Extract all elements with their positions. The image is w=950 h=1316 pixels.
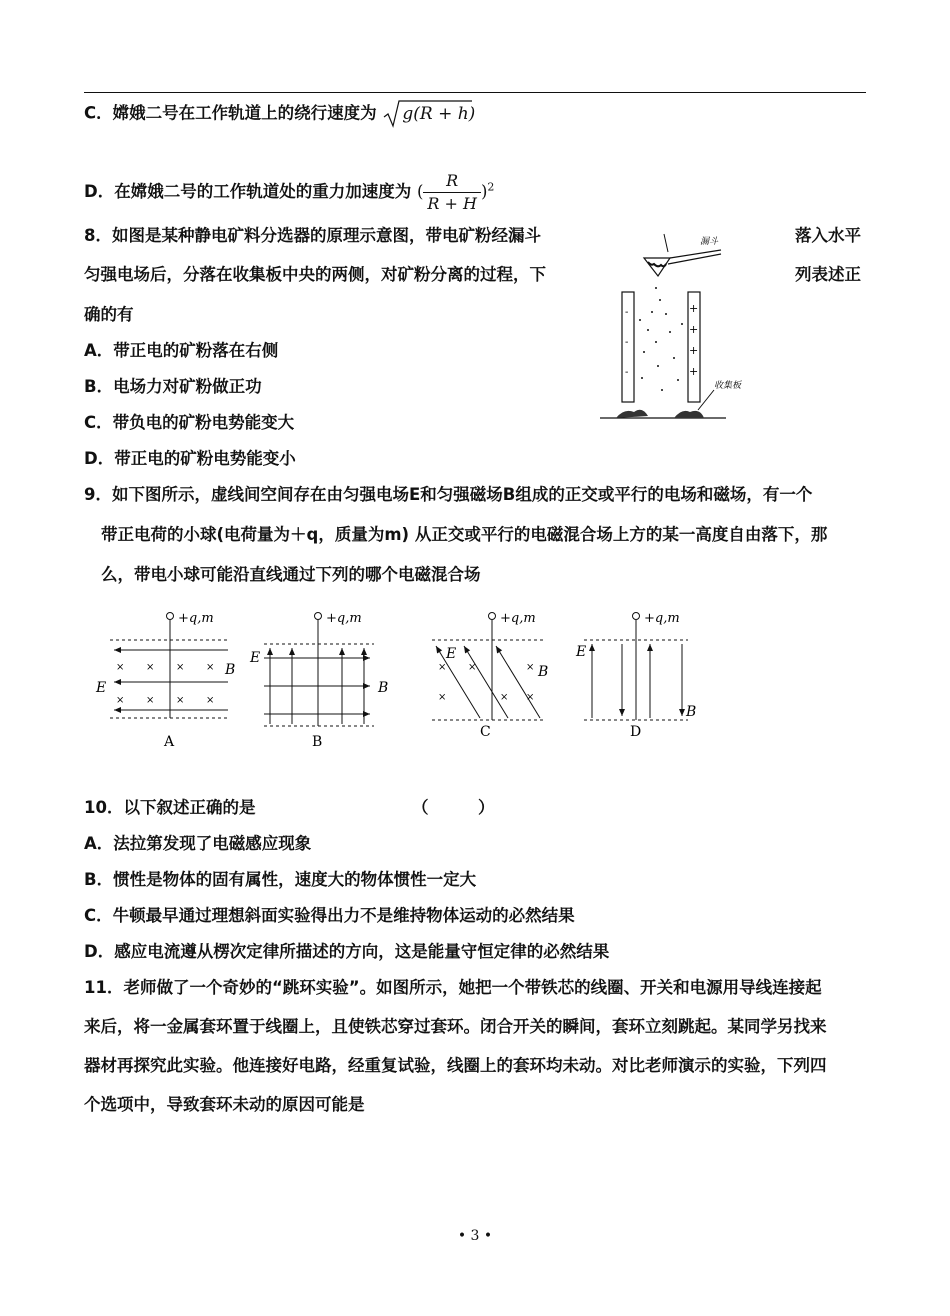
q10-bracket: （ ） (412, 798, 495, 817)
q11-line2: 来后，将一金属套环置于线圈上，且使铁芯穿过套环。闭合开关的瞬间，套环立刻跳起。某同学另找来 (84, 1017, 827, 1036)
svg-text:C: C (480, 724, 491, 740)
panel-b (249, 611, 388, 750)
svg-text:B: B (538, 664, 549, 680)
q8-line2: 匀强电场后，分落在收集板中央的两侧，对矿粉分离的过程，下 (84, 265, 546, 284)
q8-option-c: C．带负电的矿粉电势能变大 (84, 413, 295, 432)
q7-option-c: C．嫦娥二号在工作轨道上的绕行速度为 g(R + h) (84, 99, 472, 129)
q8-option-a: A．带正电的矿粉落在右侧 (84, 341, 279, 360)
fraction: $\frac{R}{R + H}$ (423, 170, 481, 215)
q11-line3: 器材再探究此实验。他连接好电路，经重复试验，线圈上的套环均未动。对比老师演示的实验，下列四 (84, 1056, 827, 1075)
svg-text:×: × (176, 695, 185, 706)
q8-line1: 8．如图是某种静电矿料分选器的原理示意图，带电矿粉经漏斗 (84, 226, 541, 245)
svg-text:E: E (576, 644, 587, 660)
svg-text:+: + (689, 344, 699, 357)
page-number: • 3 • (457, 1228, 493, 1244)
q9-line2: 带正电荷的小球(电荷量为＋q，质量为m) 从正交或平行的电磁混合场上方的某一高度自由落下，那 (101, 525, 828, 544)
svg-text:+q,m: +q,m (644, 611, 680, 626)
plate-label: 收集板 (714, 381, 742, 391)
panel-d (575, 611, 696, 740)
svg-text:-: - (625, 307, 629, 318)
top-rule (84, 92, 866, 93)
svg-text:+q,m: +q,m (178, 611, 214, 626)
svg-text:E: E (96, 680, 107, 696)
svg-text:+q,m: +q,m (326, 611, 362, 626)
q11-line4: 个选项中，导致套环未动的原因可能是 (84, 1095, 365, 1114)
q10-option-d: D．感应电流遵从楞次定律所描述的方向，这是能量守恒定律的必然结果 (84, 942, 610, 961)
q9-line1: 9．如下图所示，虚线间空间存在由匀强电场E和匀强磁场B组成的正交或平行的电场和磁场，有一个 (84, 485, 813, 504)
svg-text:×: × (500, 692, 509, 703)
svg-text:×: × (116, 695, 125, 706)
svg-text:B: B (312, 734, 323, 750)
svg-text:×: × (206, 662, 215, 673)
svg-text:×: × (438, 662, 447, 673)
em-field-figures (88, 600, 728, 750)
svg-text:-: - (625, 337, 629, 348)
svg-text:+: + (689, 323, 699, 336)
q8-line1-right: 落入水平 (795, 226, 861, 245)
panel-a (95, 611, 235, 750)
svg-text:×: × (526, 662, 535, 673)
q10-option-b: B．惯性是物体的固有属性，速度大的物体惯性一定大 (84, 870, 477, 889)
q10-option-c: C．牛顿最早通过理想斜面实验得出力不是维持物体运动的必然结果 (84, 906, 575, 925)
svg-text:×: × (206, 695, 215, 706)
svg-text:D: D (630, 724, 642, 740)
svg-text:B: B (378, 680, 389, 696)
q10-option-a: A．法拉第发现了电磁感应现象 (84, 834, 312, 853)
svg-text:E: E (446, 646, 457, 662)
q8-line3: 确的有 (84, 305, 134, 324)
svg-text:+: + (689, 302, 699, 315)
separator-figure (596, 230, 786, 430)
svg-text:×: × (146, 662, 155, 673)
svg-text:B: B (686, 704, 697, 720)
svg-text:-: - (625, 367, 629, 378)
svg-text:×: × (116, 662, 125, 673)
q10-stem: 10．以下叙述正确的是 (84, 798, 256, 817)
svg-text:E: E (250, 650, 261, 666)
svg-text:×: × (176, 662, 185, 673)
svg-text:+q,m: +q,m (500, 611, 536, 626)
svg-text:A: A (164, 734, 175, 750)
svg-text:×: × (438, 692, 447, 703)
svg-text:×: × (146, 695, 155, 706)
q9-line3: 么，带电小球可能沿直线通过下列的哪个电磁混合场 (101, 565, 481, 584)
q8-option-d: D．带正电的矿粉电势能变小 (84, 449, 296, 468)
svg-text:B: B (225, 662, 236, 678)
ore-particles (639, 287, 683, 391)
q8-option-b: B．电场力对矿粉做正功 (84, 377, 262, 396)
funnel-label: 漏斗 (700, 237, 719, 247)
panel-c (432, 611, 548, 740)
q11-line1: 11．老师做了一个奇妙的“跳环实验”。如图所示，她把一个带铁芯的线圈、开关和电源用导线连接起 (84, 978, 822, 997)
sqrt-formula: g(R + h) (382, 99, 472, 129)
q8-line2-right: 列表述正 (795, 265, 861, 284)
svg-text:+: + (689, 365, 699, 378)
svg-text:×: × (468, 662, 477, 673)
q7-option-d: D．在嫦娥二号的工作轨道处的重力加速度为 ( $\frac{R}{R + H}$ )$^2$ (84, 171, 495, 213)
svg-text:×: × (526, 692, 535, 703)
